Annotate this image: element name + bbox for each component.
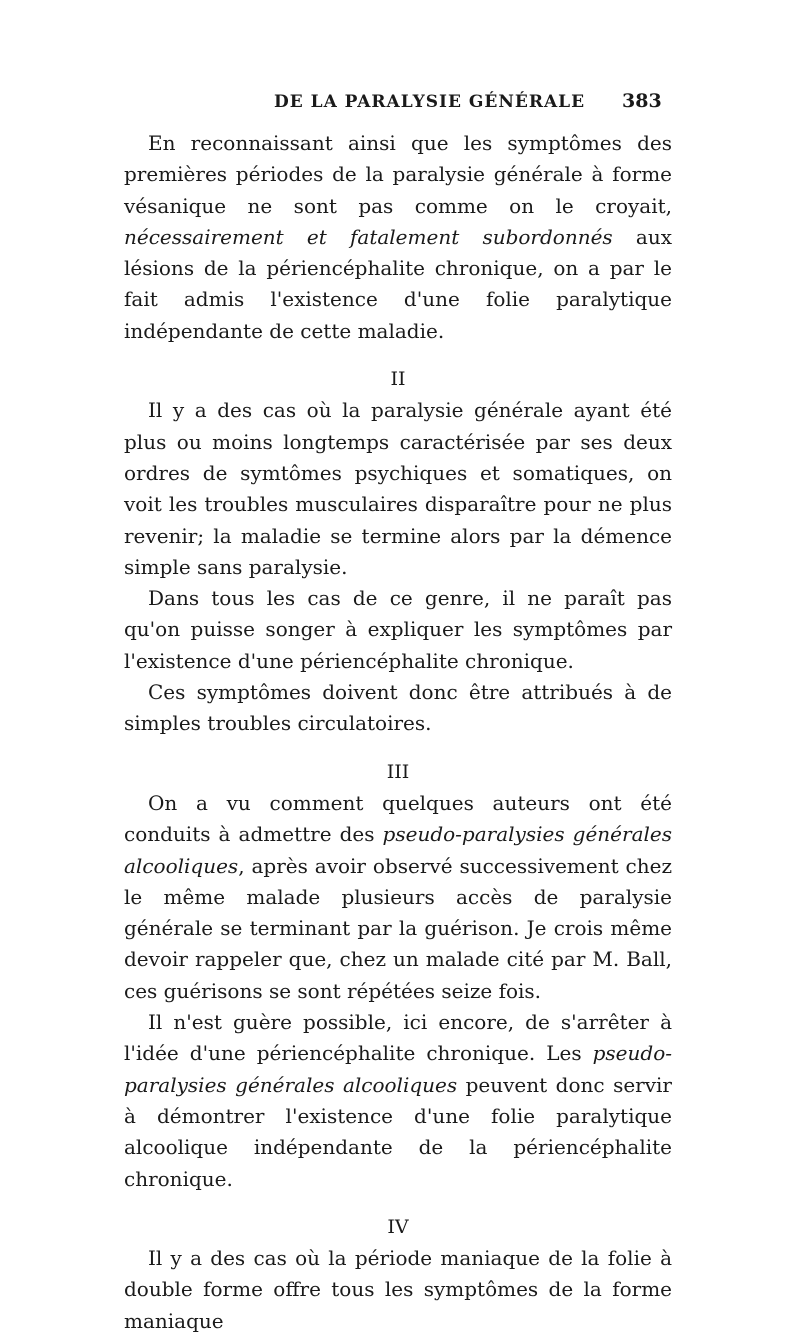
section-heading-iv: IV [387, 1215, 409, 1238]
paragraph [124, 788, 672, 1007]
paragraph: Il y a des cas où la paralysie générale ayant été plus ou moins longtemps caractérisée par ses deux ordres de symtômes psychiques et somatiques, on voit les troubles musculaires disparaître pour ne plus revenir; la maladie se termine alors par la démence simple sans paralysie. [124, 398, 672, 579]
body-text [124, 128, 672, 1337]
section-heading-iii: III [386, 760, 410, 783]
paragraph [124, 1007, 672, 1195]
paragraph-text: Il n'est guère possible, ici encore, de s'arrêter à l'idée d'une périencéphalite chronique. Les [124, 1010, 672, 1066]
running-head-title: DE LA PARALYSIE GÉNÉRALE [274, 92, 586, 112]
section-heading-ii: II [390, 368, 406, 391]
paragraph-text: aux lésions de la périencéphalite chronique, on a par le fait admis l'existence d'une folie paralytique indépendante de cette maladie. [124, 224, 672, 343]
paragraph-text: On a vu comment quelques auteurs ont été conduits à admettre des [124, 790, 672, 847]
page-number: 383 [622, 90, 662, 112]
paragraph: Il y a des cas où la période maniaque de la folie à double forme offre tous les symptômes de la forme maniaque [124, 1246, 672, 1333]
paragraph-text: peuvent donc servir à démontrer l'existence d'une folie paralytique alcoolique indépendante de la périencéphalite chronique. [124, 1072, 672, 1191]
paragraph: Dans tous les cas de ce genre, il ne paraît pas qu'on puisse songer à expliquer les symptômes par l'existence d'une périencéphalite chronique. [124, 586, 672, 673]
paragraph-text: En reconnaissant ainsi que les symptômes des premières périodes de la paralysie générale à forme vésanique ne sont pas comme on le croyait, [124, 131, 672, 218]
paragraph-conclusion [124, 128, 672, 347]
emphasis-text: nécessairement et fatalement subordonnés [124, 224, 613, 249]
paragraph-text: , après avoir observé successivement chez le même malade plusieurs accès de paralysie générale se terminant par la guérison. Je crois même devoir rappeler que, chez un malade cité par M. Ball, ces guérisons se sont répétées seize fois. [124, 853, 672, 1003]
paragraph: Ces symptômes doivent donc être attribués à de simples troubles circulatoires. [124, 680, 672, 736]
emphasis-text: pseudo-paralysies générales alcooliques [124, 1041, 672, 1097]
running-head [0, 88, 800, 116]
emphasis-text: pseudo-paralysies générales alcooliques [124, 822, 672, 878]
